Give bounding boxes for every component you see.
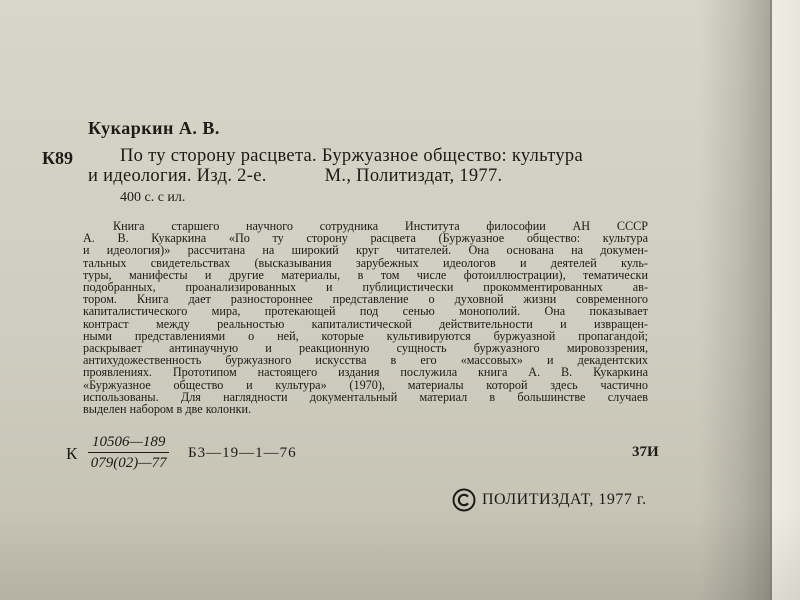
title-line-2 [88,166,502,187]
abstract [83,220,648,415]
abstract-line: выделен набором в две колонки. [83,402,252,417]
abstract-line: ными представлениями о ней, которые культивируются буржуазной пропагандой; [83,328,648,343]
copyright-line [452,488,647,512]
abstract-line: капиталистического мира, протекающей под сенью монополий. Она показывает [83,304,648,319]
abstract-line: использованы. Для наглядности документальный материал в большинстве случаев [83,389,648,404]
publisher-line: М., Политиздат, 1977. [324,166,503,186]
title-line-1: По ту сторону расцвета. Буржуазное общество: культура [120,146,583,166]
abstract-line: А. В. Кукаркина «По ту сторону расцвета (Буржуазное общество: культура [83,231,648,246]
price-code: 37И [632,444,659,460]
abstract-line: «Буржуазное общество и культура» (1970), материалы которой здесь частично [83,377,648,392]
catalog-code: К89 [42,148,74,168]
fraction-numerator: 10506—189 [88,434,169,453]
k-letter: К [66,444,78,463]
abstract-line: тальных свидетельствах (высказывания зарубежных идеологов и деятелей куль- [83,255,648,270]
abstract-line: проявлениях. Прототипом настоящего издания послужила книга А. В. Кукаркина [83,365,648,380]
abstract-line: и идеология)» рассчитана на широкий круг читателей. Она основана на докумен- [83,243,648,258]
abstract-line: контраст между реальностью капиталистической действительности и извращен- [83,316,648,331]
classification-fraction [88,434,169,472]
abstract-line: антихудожественность буржуазного искусства в его «массовых» и декадентских [83,353,648,368]
page-count: 400 с. с ил. [120,190,186,205]
abstract-line: тором. Книга дает разностороннее представление о духовной жизни современного [83,292,648,307]
title-line-2-text: и идеология. Изд. 2-е. [88,166,267,186]
copyright-text: ПОЛИТИЗДАТ, 1977 г. [482,491,647,508]
abstract-line: туры, манифесты и другие материалы, в том числе фотоиллюстрации), тематически [83,267,648,282]
bottom-shade [0,510,800,600]
abstract-line: раскрывает антинаучную и реакционную сущность буржуазного мировоззрения, [83,341,648,356]
copyright-icon [452,488,476,512]
series-code: Б3—19—1—76 [188,445,297,461]
author-heading: Кукаркин А. В. [88,118,220,138]
abstract-line: Книга старшего научного сотрудника Института философии АН СССР [113,219,648,233]
fraction-denominator: 079(02)—77 [90,455,167,471]
abstract-line: подобранных, проанализированных и публицистически прокомментированных ав- [83,280,648,295]
